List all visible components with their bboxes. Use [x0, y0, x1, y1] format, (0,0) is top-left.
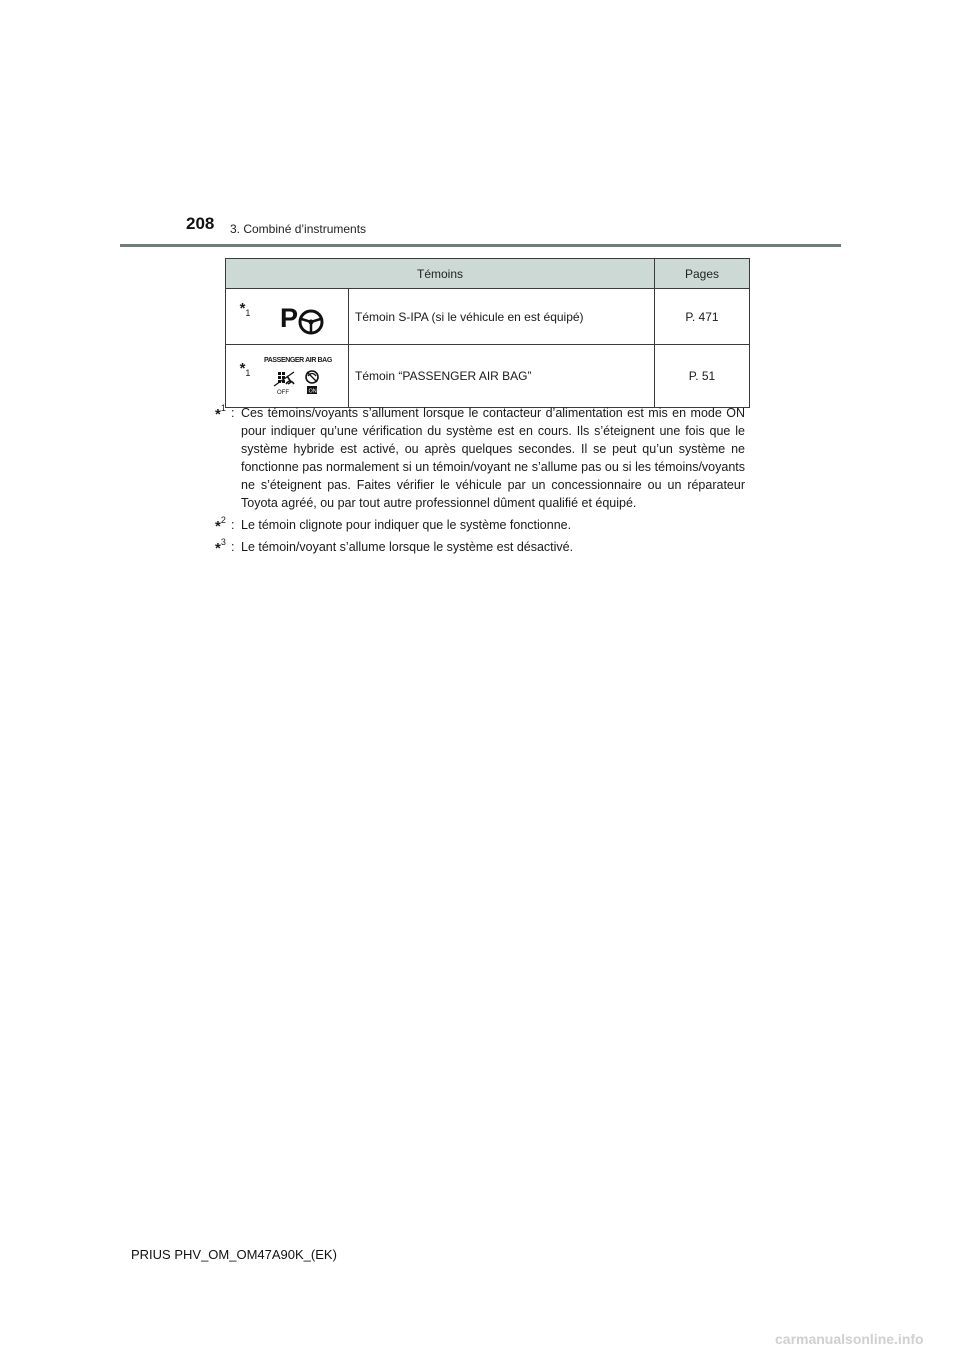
footnote-item: *$^2$ : Le témoin clignote pour indiquer que le système fonctionne.: [215, 516, 745, 534]
page-number: 208: [186, 214, 215, 233]
footnote-mark: *$^2$: [215, 515, 226, 535]
page-reference: P. 51: [655, 345, 750, 408]
footnotes: [215, 404, 745, 560]
s-ipa-icon: [264, 289, 349, 345]
footnote-mark: *$^1$: [215, 403, 226, 423]
column-header-pages: Pages: [655, 259, 750, 289]
document-code: PRIUS PHV_OM_OM47A90K_(EK): [131, 1247, 337, 1262]
passenger-air-bag-icon: [264, 345, 349, 408]
column-header-indicators: Témoins: [226, 259, 655, 289]
table-row: [226, 289, 750, 345]
svg-text:P: P: [280, 303, 299, 333]
indicator-description: Témoin S-IPA (si le véhicule en est équipé): [349, 289, 655, 345]
section-title: 3. Combiné d’instruments: [230, 222, 367, 236]
footnote-mark: $*_1$: [226, 345, 265, 408]
footnote-mark: *$^3$: [215, 537, 226, 557]
footnote-text: Le témoin clignote pour indiquer que le système fonctionne.: [241, 518, 572, 532]
watermark: carmanualsonline.info: [775, 1331, 924, 1347]
footnote-item: *$^1$ : Ces témoins/voyants s’allument lorsque le contacteur d’alimentation est mis en mode ON pour indiquer qu’une vérification du système est en cours. Ils s’éteignent une fois que le système hybride est activé, ou après quelques secondes. Il se peut qu’un système ne fonctionne pas normalement si un témoin/voyant ne s’allume pas ou si les témoins/voyants ne s’éteignent pas. Faites vérifier le véhicule par un concessionnaire ou un réparateur Toyota agréé, ou par tout autre professionnel dûment qualifié et équipé.: [215, 403, 745, 510]
footnote-mark: $*_1$: [226, 289, 265, 345]
footnote-text: Ces témoins/voyants s’allument lorsque le contacteur d’alimentation est mis en mode ON pour indiquer qu’une vérification du système est en cours. Ils s’éteignent une fois que le système hybride est activé, ou après quelques secondes. Il se peut qu’un système ne fonctionne pas normalement si un témoin/voyant ne s’allume pas ou si les témoins/voyants ne s’éteignent pas. Faites vérifier le véhicule par un concessionnaire ou un réparateur Toyota agréé, ou par tout autre professionnel dûment qualifié et équipé.: [241, 406, 745, 510]
header-rule: [120, 244, 841, 247]
table-row: [226, 345, 750, 408]
page-reference: P. 471: [655, 289, 750, 345]
svg-text:ON: ON: [308, 388, 317, 395]
indicator-description: Témoin “PASSENGER AIR BAG”: [349, 345, 655, 408]
footnote-text: Le témoin/voyant s’allume lorsque le système est désactivé.: [241, 540, 574, 554]
table-header-row: [226, 259, 750, 289]
svg-text:OFF: OFF: [277, 390, 289, 396]
footnote-item: *$^3$ : Le témoin/voyant s’allume lorsque le système est désactivé.: [215, 538, 745, 556]
indicator-table: [225, 258, 750, 408]
air-bag-label: PASSENGER AIR BAG: [264, 357, 332, 364]
